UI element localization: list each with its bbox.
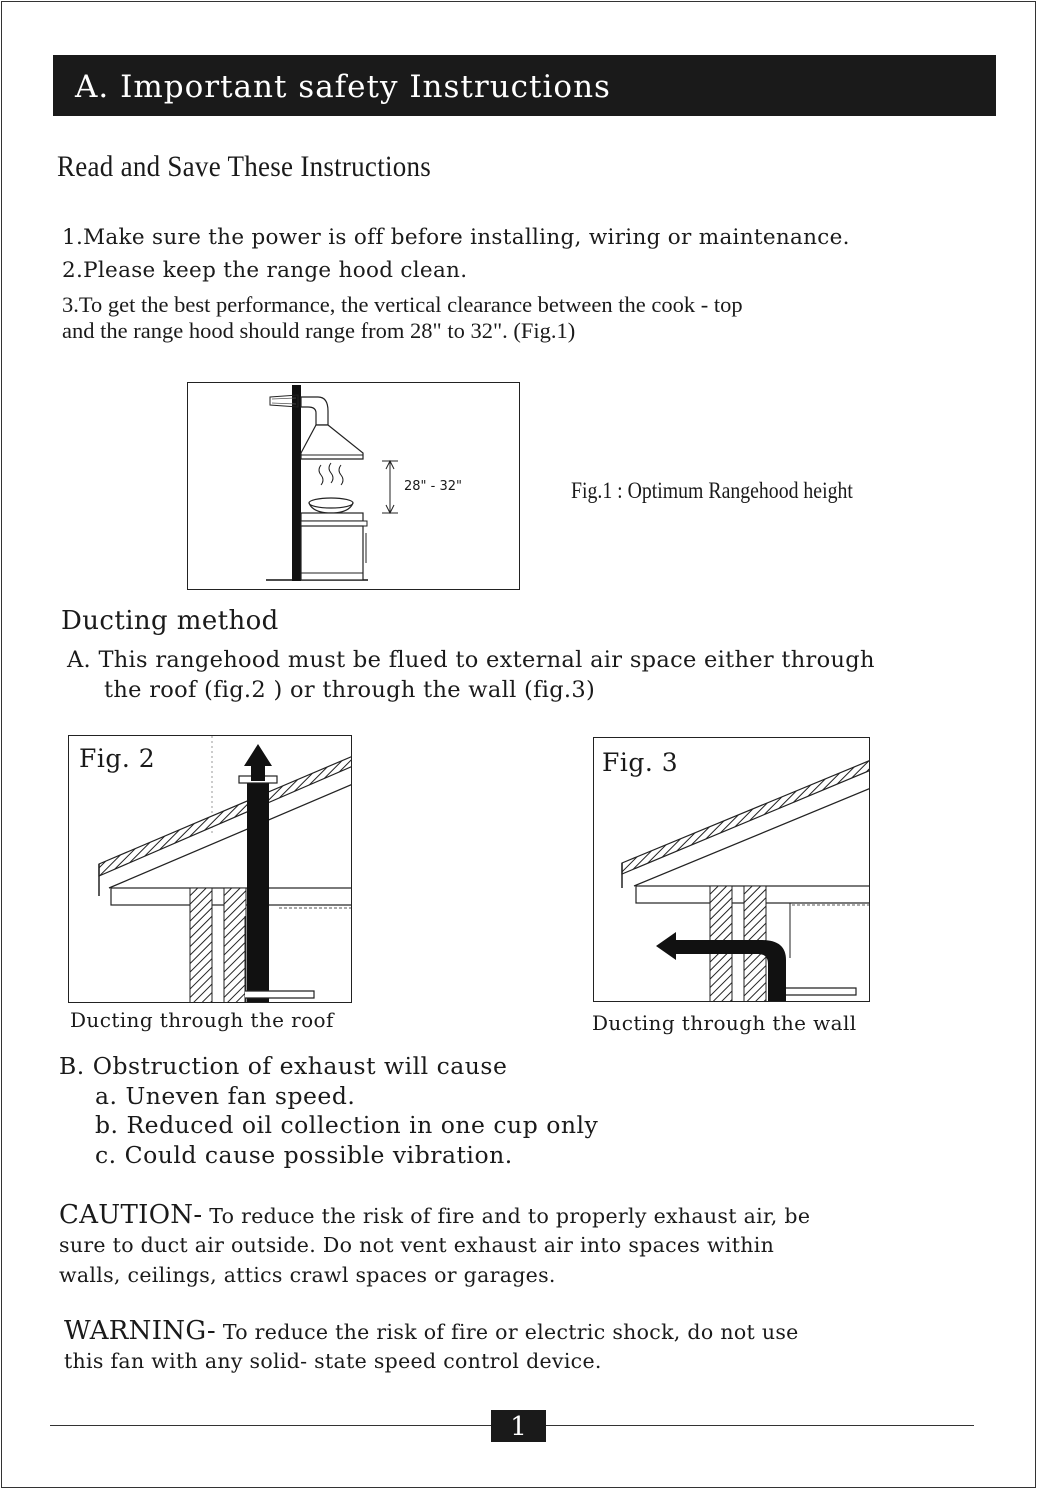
- caution-line3: walls, ceilings, attics crawl spaces or garages.: [59, 1263, 556, 1287]
- fig2-illustration: [69, 736, 352, 1003]
- instruction-2: 2.Please keep the range hood clean.: [62, 258, 468, 283]
- instruction-1: 1.Make sure the power is off before installing, wiring or maintenance.: [62, 225, 850, 250]
- fig1-diagram: [187, 382, 520, 590]
- ducting-line1: A. This rangehood must be flued to external air space either through: [67, 647, 875, 673]
- warning-line1: [64, 1316, 799, 1346]
- caution-line1: [59, 1200, 810, 1230]
- section-title-bar: [53, 55, 996, 116]
- caution-label: CAUTION-: [59, 1200, 203, 1230]
- section-title: A. Important safety Instructions: [75, 69, 611, 105]
- fig2-label: Fig. 2: [79, 744, 156, 773]
- page-number: 1: [491, 1410, 546, 1442]
- caution-text-1: To reduce the risk of fire and to properly exhaust air, be: [202, 1204, 811, 1228]
- instruction-3-line2: and the range hood should range from 28" to 32". (Fig.1): [62, 318, 576, 343]
- ducting-line2: the roof (fig.2 ) or through the wall (fig.3): [104, 677, 596, 703]
- obstruction-heading: B. Obstruction of exhaust will cause: [59, 1052, 508, 1080]
- ducting-heading: Ducting method: [61, 606, 279, 636]
- obstruction-item-c: c. Could cause possible vibration.: [95, 1141, 513, 1169]
- instruction-3-line1: 3.To get the best performance, the vertical clearance between the cook - top: [62, 292, 743, 317]
- obstruction-item-b: b. Reduced oil collection in one cup only: [95, 1111, 599, 1139]
- warning-line2: this fan with any solid- state speed control device.: [64, 1349, 602, 1373]
- subsection-heading: Read and Save These Instructions: [57, 150, 432, 183]
- fig3-label: Fig. 3: [602, 748, 679, 777]
- fig1-dimension-label: 28" - 32": [404, 479, 462, 494]
- caution-line2: sure to duct air outside. Do not vent exhaust air into spaces within: [59, 1233, 775, 1257]
- warning-label: WARNING-: [64, 1316, 216, 1346]
- fig3-illustration: [594, 738, 870, 1002]
- fig3-caption: Ducting through the wall: [592, 1011, 857, 1035]
- fig2-diagram: [68, 735, 352, 1003]
- fig2-caption: Ducting through the roof: [70, 1008, 334, 1032]
- fig3-diagram: [593, 737, 870, 1002]
- fig1-illustration: [188, 383, 520, 590]
- fig1-caption: Fig.1 : Optimum Rangehood height: [571, 478, 853, 503]
- warning-text-1: To reduce the risk of fire or electric shock, do not use: [216, 1320, 799, 1344]
- obstruction-item-a: a. Uneven fan speed.: [95, 1082, 356, 1110]
